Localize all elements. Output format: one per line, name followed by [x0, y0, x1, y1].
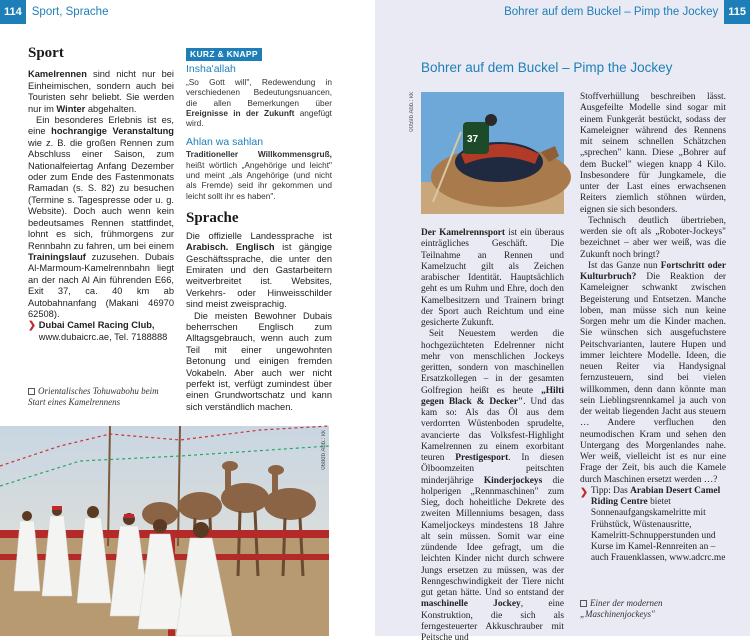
left-page-number: 114: [0, 0, 26, 24]
camel-racing-club-link[interactable]: www.dubaicrc.ae, Tel. 7188888: [38, 331, 168, 342]
camel-race-illustration: [0, 426, 329, 636]
article-paragraph-4: Technisch deutlich übertrieben, werden sie oft als „Roboter-Jockeys" bezeichnet – aber wer weiß, was die Zukunft noch bringt?: [580, 215, 726, 260]
right-photo-caption: Einer der modernen „Maschinenjockeys": [580, 598, 663, 619]
left-running-header: Sport, Sprache: [31, 6, 109, 18]
article-paragraph-2: Seit Neuestem werden die hochgezüchteten Edelrenner nicht mehr von menschlichen Jockeys geritten, sondern von maschinellen Ersatzkollegen – in der gesamten Golfregion heißt es heute „Hilti gegen Black & Decker". Und das kam so: Als das Öl aus dem verdorrten Wüstenboden sprudelte, avancierte das Volksfest-Highlight Kamelrennen zu einem exorbitant teuren Prestigesport. In diesen Ölboomzeiten peitschten minderjährige Kinderjockeys die holperigen „Rennmaschinen" zum Sieg, doch hoheitliche Dekrete des zweiten Millenniums besagen, dass Kameljockeys mindestens 18 Jahre alt sein müssen. Somit war eine zündende Idee gefragt, um die leichten Kinder nicht durch schwere Jungs ersetzen zu müssen, was der Renngeschwindigkeit der Tiere nicht gut getan hätte. Und so entstand der maschinelle Jockey, eine Konstruktion, die sich als ferngesteuerter Akkuschrauber mit Peitsche und: [421, 329, 564, 643]
sprache-paragraph-2: Die meisten Bewohner Dubais beherrschen Englisch zum Alltagsgebrauch, wenn auch zum Teil mit einer ungewohnten Betonung und einigen fremden Vokabeln. Aber auch wer nicht perfekt ist, verfügt zumindest über einen Grundwortschatz und kann sich verständlich machen.: [186, 310, 332, 412]
camel-riding-centre-tip: ❯ Tipp: Das Arabian Desert Camel Riding Centre bietet Sonnenaufgangskamelritte mit Frühstück, Wüstenausritte, Kamelritt-Schnupperstunden und Kurse im Kamel-Rennreiten an – auch Frauenklassen, www.adcrc.me: [580, 485, 726, 564]
article-column-2: [580, 92, 726, 565]
article-heading: Bohrer auf dem Buckel – Pimp the Jockey: [421, 60, 673, 75]
article-paragraph-5: Ist das Ganze nun Fortschritt oder Kulturbruch? Die Reaktion der Kameleigner schwankt zwischen Begeisterung und Entsetzen. Manche loben, man müsse sich nun keine Sorgen mehr um die Kinder machen. Sie wünschen sich ausgefuchstere Peitschvarianten, lautere Hupen und immer leichtere Modelle. Ideen, die neuen Reiter via Handysignal fernzusteuern, sind bei vielen willkommen, denn dann könnte man sein Lieblingsrennkamel ja auch von der weitab liegenden Jacht aus steuern … Andere verfluchen den neumodischen Kram und sehen den Untergang des Morgenlandes nahe. Wer weiß, vielleicht ist es nur eine Frage der Zeit, bis auch die Kamele durch Maschinen ersetzt werden …?: [580, 260, 726, 485]
article-column-1: [421, 228, 564, 644]
sprache-paragraph-1: Die offizielle Landessprache ist Arabisch. Englisch ist gängige Geschäftssprache, die unter den Emiraten und den Gastarbeitern weitverbreitet ist. Websites, Verkehrs- oder Hinweisschilder sind meist zweisprachig.: [186, 230, 332, 310]
right-running-header: Bohrer auf dem Buckel – Pimp the Jockey: [504, 6, 719, 18]
robot-jockey-illustration: [421, 92, 564, 214]
kurz-knapp-box: [186, 48, 332, 413]
article-paragraph-1: Der Kamelrennsport ist ein überaus einträgliches Geschäft. Die Teilnahme an Rennen und Kamelzucht gilt als Zeichen arabischer Identität. Hauptsächlich geht es um Ruhm und Ehre, doch den Kamelbesitzern und Trainern bringt der Sport auch Reichtum und eine gesicherte Zukunft.: [421, 228, 564, 328]
right-header: [504, 0, 750, 24]
ahlan-heading: Ahlan wa sahlan: [186, 135, 264, 148]
right-photo-credit: 0059b Abb.: kk: [409, 92, 415, 132]
left-page: [0, 0, 375, 636]
sport-heading: Sport: [28, 45, 64, 61]
sport-paragraph-1: Kamelrennen sind nicht nur bei Einheimischen, sondern auch bei Touristen sehr beliebt. Sie werden nur im Winter abgehalten.: [28, 69, 174, 114]
tip-arrow-icon: ❯: [28, 320, 36, 331]
sport-column: [28, 45, 174, 343]
right-page-number: 115: [724, 0, 750, 24]
left-photo-credit: 068db Abb.: kk: [321, 430, 327, 470]
caption-icon: [28, 388, 35, 395]
robot-jockey-photo: [421, 92, 564, 214]
article-paragraph-3: Stoffverhüllung beschreiben lässt. Ausgefeilte Modelle sind sogar mit einem Funkgerät bestückt, sodass der Kameleigner während des Rennens mit seinem schnellen Schätzchen „sprechen" kann. Diese „Bohrer auf dem Buckel" wiegen knapp 4 Kilo. Insbesondere für Jungkamele, die unter der Last eines erwachsenen Reiters ziemlich stöhnen würden, eignen sie sich besonders.: [580, 92, 726, 215]
right-page: [375, 0, 750, 643]
svg-text:37: 37: [467, 134, 479, 145]
camel-racing-club-tip: ❯ Dubai Camel Racing Club, www.dubaicrc.ae, Tel. 7188888: [28, 320, 168, 342]
insha-allah-text: „So Gott will", Redewendung in verschiedenen Bedeutungsnuancen, die allen Bemerkungen über Ereignisse in der Zukunft angefügt wird.: [186, 76, 332, 129]
caption-icon: [580, 600, 587, 607]
ahlan-text: Traditioneller Willkommensgruß, heißt wörtlich „Angehörige und leicht" und meint „als Angehörige (und nicht als Fremde) seid ihr gekommen und leicht sollt ihr es haben".: [186, 149, 332, 201]
insha-allah-heading: Insha'allah: [186, 63, 236, 76]
left-header: [0, 0, 108, 24]
camel-race-start-photo: [0, 426, 329, 636]
kurz-knapp-tag: KURZ & KNAPP: [186, 48, 262, 61]
sprache-heading: Sprache: [186, 210, 239, 227]
sport-paragraph-2: Ein besonderes Erlebnis ist es, eine hochrangige Veranstaltung wie z. B. die großen Rennen zum Abschluss einer Saison, zum Nationalfeiertag Anfang Dezember oder zum Ende des Fastenmonats Ramadan (s. S. 82) zu besuchen (Termine s. Tagespresse oder u. g. Website). Doch auch wenn kein bedeutsames Rennen stattfindet, lohnt es sich, frühmorgens zur Rennbahn zu fahren, um bei einem Trainingslauf zuzusehen. Dubais Al-Marmoum-Kamelrennbahn liegt an der nach Al Ain führenden E66, Exit 37, ca. 40 km ab Autobahnanfang (Makani 46970 62508).: [28, 115, 174, 319]
tip-arrow-icon: ❯: [580, 485, 588, 497]
left-photo-caption: Orientalisches Tohuwabohu beim Start eines Kamelrennens: [28, 386, 159, 407]
